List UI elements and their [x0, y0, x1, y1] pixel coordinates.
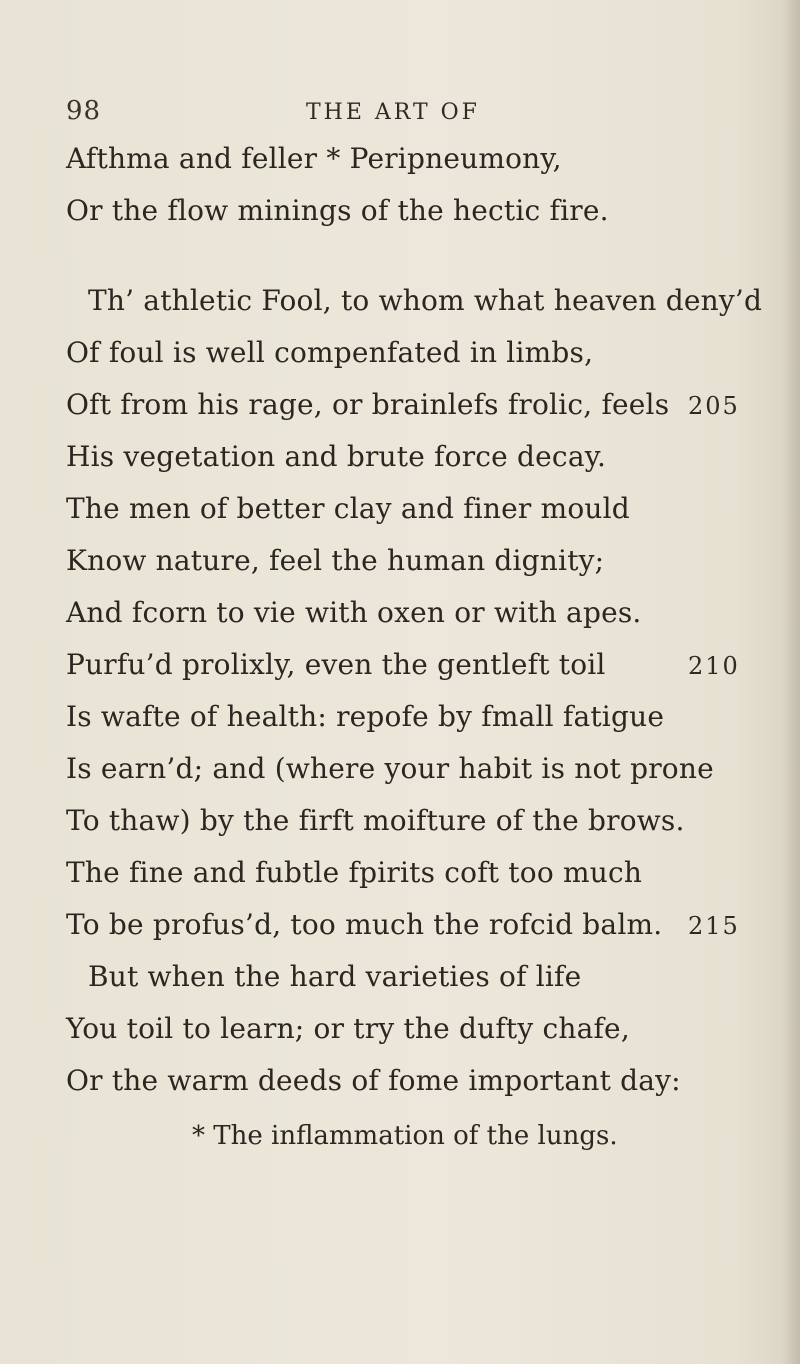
poem-line: Purfu’d prolixly, even the gentleft toil [66, 648, 606, 681]
poem-line: To be profus’d, too much the rofcid balm. [66, 908, 663, 941]
poem-line: And fcorn to vie with oxen or with apes. [66, 596, 642, 629]
poem-line: You toil to learn; or try the dufty chafe, [66, 1012, 630, 1045]
page-number: 98 [66, 96, 102, 126]
poem-line: Or the flow minings of the hectic fire. [66, 194, 609, 227]
poem-line: Or the warm deeds of fome important day: [66, 1064, 681, 1097]
poem-line: Know nature, feel the human dignity; [66, 544, 605, 577]
line-number: 215 [688, 912, 740, 940]
page-edge-shadow [782, 0, 800, 1364]
running-title: THE ART OF [306, 100, 480, 125]
poem-line: Of foul is well compenfated in limbs, [66, 336, 594, 369]
poem-line: Is wafte of health: repofe by fmall fatigue [66, 700, 665, 733]
poem-line: His vegetation and brute force decay. [66, 440, 607, 473]
footnote: * The inflammation of the lungs. [192, 1121, 618, 1151]
poem-line: Afthma and feller * Peripneumony, [66, 142, 562, 175]
poem-line: But when the hard varieties of life [88, 960, 582, 993]
poem-line: The men of better clay and finer mould [66, 492, 630, 525]
poem-line: Oft from his rage, or brainlefs frolic, feels [66, 388, 670, 421]
poem-line: Th’ athletic Fool, to whom what heaven deny’d [88, 284, 763, 317]
line-number: 205 [688, 392, 740, 420]
poem-line: To thaw) by the firft moifture of the brows. [66, 804, 685, 837]
poem-line: The fine and fubtle fpirits coft too much [66, 856, 643, 889]
poem-line: Is earn’d; and (where your habit is not prone [66, 752, 714, 785]
line-number: 210 [688, 652, 740, 680]
